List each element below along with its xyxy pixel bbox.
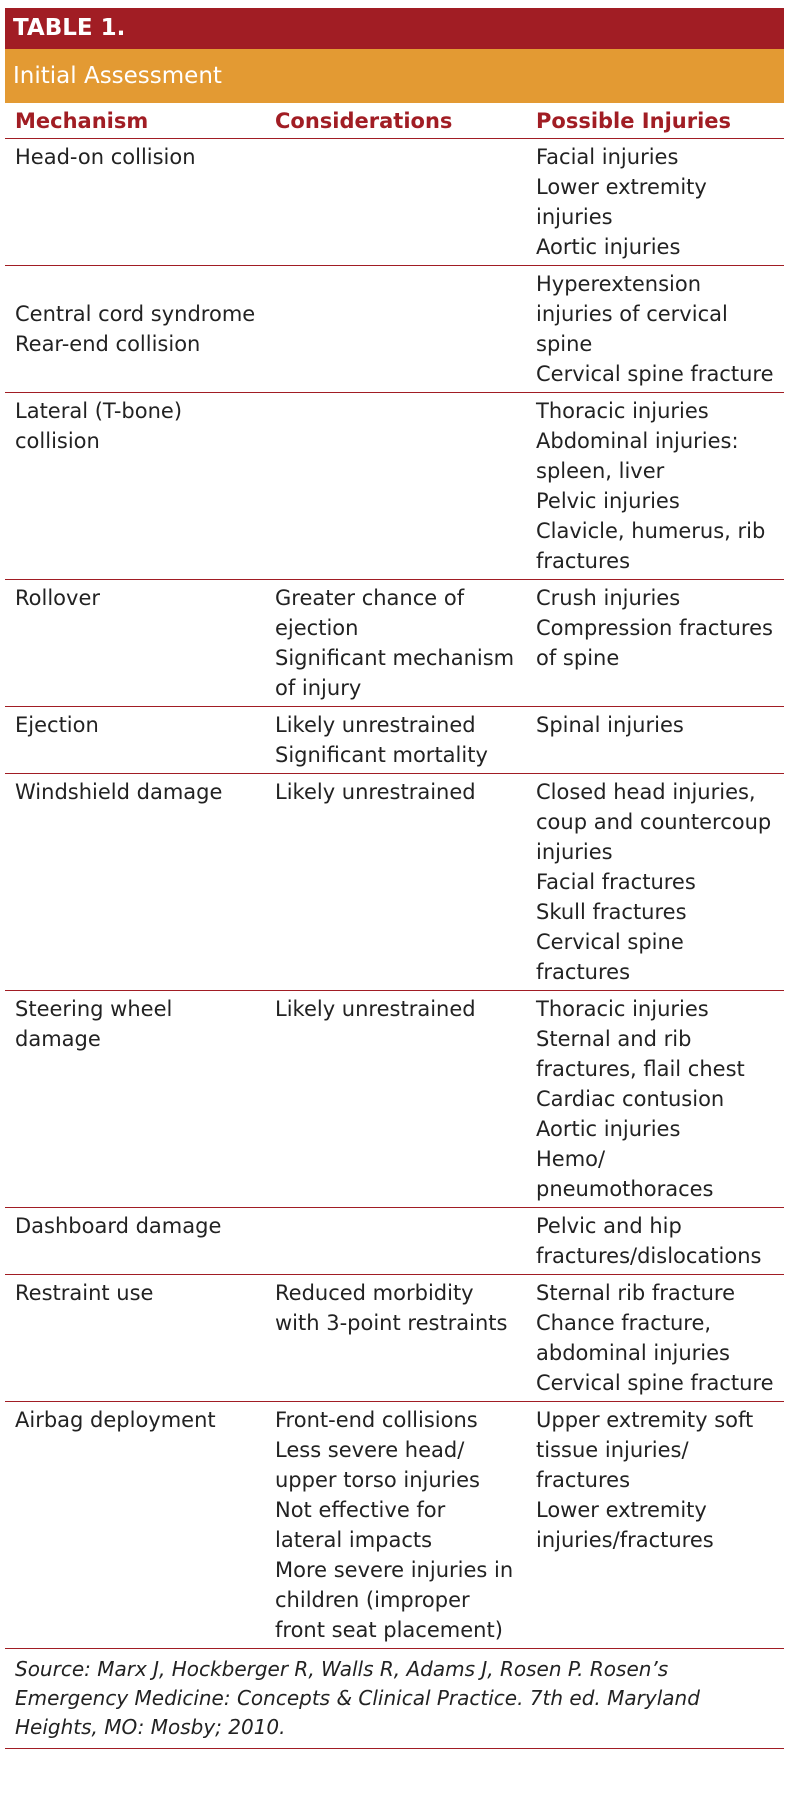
table-row [5, 1208, 784, 1275]
cell-line: Facial injuries [536, 145, 679, 169]
cell-line: Facial fractures [536, 870, 696, 894]
cell-line: Significant mortality [275, 743, 488, 767]
header-possible-injuries: Possible Injuries [526, 103, 784, 139]
table-label: TABLE 1. [5, 8, 784, 49]
cell-line: Likely unrestrained [275, 997, 476, 1021]
considerations-cell [265, 1275, 526, 1402]
cell-line: Lower extremity injuries/fractures [536, 1498, 714, 1552]
injuries-cell [526, 139, 784, 266]
cell-line: Not effective for lateral impacts [275, 1498, 446, 1552]
cell-line: Dashboard damage [15, 1214, 222, 1238]
cell-line: Central cord syndrome [15, 302, 256, 326]
cell-line: Airbag deployment [15, 1408, 216, 1432]
considerations-cell [265, 707, 526, 774]
cell-line: Cervical spine fracture [536, 1371, 774, 1395]
cell-line: Lower extremity injuries [536, 175, 707, 229]
table-row [5, 991, 784, 1208]
cell-line: Pelvic and hip fractures/dislocations [536, 1214, 762, 1268]
cell-line: Cardiac contusion [536, 1087, 725, 1111]
cell-line: Reduced morbidity with 3-point restraints [275, 1281, 508, 1335]
injuries-cell [526, 1208, 784, 1275]
header-row [5, 103, 784, 139]
considerations-cell [265, 580, 526, 707]
table-row [5, 580, 784, 707]
cell-line: Hyperextension injuries of cervical spine [536, 272, 728, 356]
cell-line: Cervical spine fracture [536, 362, 774, 386]
cell-line: Closed head injuries, coup and countercoup injuries [536, 780, 772, 864]
considerations-cell [265, 139, 526, 266]
cell-line: Compression fractures of spine [536, 616, 773, 670]
cell-line: Less severe head/ upper torso injuries [275, 1438, 480, 1492]
cell-line: Steering wheel damage [15, 997, 173, 1051]
cell-line: Sternal rib fracture [536, 1281, 735, 1305]
cell-line: Likely unrestrained [275, 780, 476, 804]
injuries-cell [526, 1402, 784, 1649]
mechanism-cell [5, 1208, 265, 1275]
cell-line: Chance fracture, abdominal injuries [536, 1311, 730, 1365]
table-row [5, 1402, 784, 1649]
source-citation: Source: Marx J, Hockberger R, Walls R, Adams J, Rosen P. Rosen’s Emergency Medicine: Concepts & Clinical Practice. 7th ed. Maryland Heights, MO: Mosby; 2010. [5, 1649, 784, 1749]
table-title: Initial Assessment [5, 49, 784, 103]
injuries-cell [526, 266, 784, 393]
cell-line: Windshield damage [15, 780, 223, 804]
cell-line: Skull fractures [536, 900, 687, 924]
cell-line: Thoracic injuries [536, 399, 709, 423]
cell-line: Sternal and rib fractures, flail chest [536, 1027, 745, 1081]
table-row [5, 774, 784, 991]
cell-line: Aortic injuries [536, 235, 681, 259]
cell-line: Rear-end collision [15, 332, 201, 356]
mechanism-cell [5, 991, 265, 1208]
considerations-cell [265, 774, 526, 991]
cell-line: Significant mechanism of injury [275, 646, 515, 700]
mechanism-cell [5, 1402, 265, 1649]
cell-line: Abdominal injuries: spleen, liver [536, 429, 739, 483]
cell-line: Spinal injuries [536, 713, 684, 737]
cell-line: Lateral (T-bone) collision [15, 399, 183, 453]
mechanism-cell [5, 393, 265, 580]
cell-line: Hemo/ pneumothoraces [536, 1147, 714, 1201]
cell-line: Clavicle, humerus, rib fractures [536, 519, 766, 573]
considerations-cell [265, 266, 526, 393]
table-row [5, 707, 784, 774]
header-mechanism: Mechanism [5, 103, 265, 139]
injuries-cell [526, 393, 784, 580]
injuries-cell [526, 1275, 784, 1402]
considerations-cell [265, 991, 526, 1208]
cell-line: Crush injuries [536, 586, 681, 610]
mechanism-cell [5, 707, 265, 774]
mechanism-cell [5, 580, 265, 707]
table-row [5, 393, 784, 580]
cell-line: More severe injuries in children (improper front seat placement) [275, 1558, 514, 1642]
injuries-cell [526, 707, 784, 774]
table-body [5, 139, 784, 1649]
cell-line: Thoracic injuries [536, 997, 709, 1021]
assessment-table [5, 103, 784, 1649]
cell-line: Restraint use [15, 1281, 154, 1305]
mechanism-cell [5, 1275, 265, 1402]
cell-line: Head-on collision [15, 145, 196, 169]
injuries-cell [526, 774, 784, 991]
table-row [5, 266, 784, 393]
cell-line: Cervical spine fractures [536, 930, 684, 984]
considerations-cell [265, 393, 526, 580]
header-considerations: Considerations [265, 103, 526, 139]
cell-line: Likely unrestrained [275, 713, 476, 737]
mechanism-cell [5, 774, 265, 991]
cell-line: Front-end collisions [275, 1408, 478, 1432]
injuries-cell [526, 991, 784, 1208]
mechanism-cell [5, 266, 265, 393]
considerations-cell [265, 1208, 526, 1275]
table-row [5, 139, 784, 266]
injuries-cell [526, 580, 784, 707]
cell-line: Upper extremity soft tissue injuries/ fractures [536, 1408, 754, 1492]
cell-line: Rollover [15, 586, 100, 610]
considerations-cell [265, 1402, 526, 1649]
cell-line: Aortic injuries [536, 1117, 681, 1141]
table-row [5, 1275, 784, 1402]
cell-line: Greater chance of ejection [275, 586, 465, 640]
mechanism-cell [5, 139, 265, 266]
cell-line: Pelvic injuries [536, 489, 680, 513]
table-figure [5, 8, 784, 1749]
cell-line: Ejection [15, 713, 99, 737]
